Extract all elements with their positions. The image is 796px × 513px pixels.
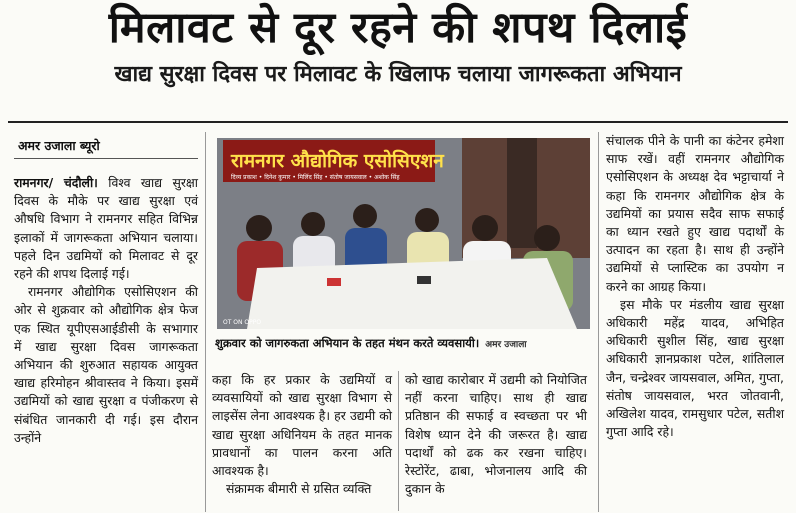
column-1 (14, 174, 198, 447)
banner-small-text: दिव्य प्रकाश • दिनेश कुमार • मिलिंद सिंह • संतोष जायसवाल • अशोक सिंह (231, 174, 400, 181)
column-4 (606, 132, 784, 441)
column-1-para-2: रामनगर औद्योगिक एसोसिएशन की ओर से शुक्रवार को औद्योगिक क्षेत्र फेज एक स्थित यूपीएसआईडीसी के सभागार में खाद्य सुरक्षा दिवस जागरूकता अभियान की शुरुआत सहायक आयुक्त खाद्य हरिमोहन श्रीवास्तव ने किया। इसमें उद्यमियों को खाद्य सुरक्षा व पंजीकरण से संबंधित जानकारी दी गई। इस दौरान उन्होंने (14, 284, 198, 445)
photo-credit: अमर उजाला (485, 340, 527, 350)
column-divider (205, 132, 206, 512)
caption-text: शुक्रवार को जागरुकता अभियान के तहत मंथन करते व्यवसायी। (215, 336, 480, 350)
photo-caption (215, 336, 593, 351)
column-divider (598, 132, 599, 512)
byline: अमर उजाला ब्यूरो (18, 138, 100, 153)
top-rule (8, 121, 788, 123)
banner-text: रामनगर औद्योगिक एसोसिएशन (231, 150, 444, 172)
byline-rule (14, 158, 198, 159)
news-photo (217, 138, 590, 329)
camera-watermark: OT ON OPPO (223, 319, 262, 326)
headline: मिलावट से दूर रहने की शपथ दिलाई (108, 3, 688, 53)
column-divider (398, 371, 399, 511)
subheadline: खाद्य सुरक्षा दिवस पर मिलावट के खिलाफ चलाया जागरूकता अभियान (114, 62, 682, 87)
column-3 (405, 371, 587, 498)
column-1-para-1: विश्व खाद्य सुरक्षा दिवस के मौके पर खाद्य सुरक्षा एवं औषधि विभाग ने रामनगर सहित विभिन्न इलाकों में जागरूकता अभियान चलाया। पहले दिन उद्यमियों को मिलावट से दूर रहने की शपथ दिलाई गई। (14, 175, 198, 282)
photo-illustration (217, 138, 590, 329)
column-2-para-1: कहा कि हर प्रकार के उद्यमियों व व्यवसायियों को खाद्य सुरक्षा विभाग से लाइसेंस लेना आवश्यक है। हर उद्यमी को खाद्य सुरक्षा अधिनियम के तहत मानक प्रावधानों का पालन करना अति आवश्यक है। (212, 372, 392, 479)
dateline: रामनगर/ चंदौली। (14, 175, 98, 190)
column-4-para-1: संचालक पीने के पानी का कंटेनर हमेशा साफ रखें। वहीं रामनगर औद्योगिक एसोसिएशन के अध्यक्ष देव भट्टाचार्या ने कहा कि रामनगर औद्योगिक क्षेत्र के उद्यमियों का प्रयास सदैव साफ सफाई का ध्यान रखते हुए खाद्य पदार्थों के उत्पादन का रहता है। साथ ही उन्होंने उद्यमियों से प्लास्टिक का उपयोग न करने का आग्रह किया। (606, 133, 784, 294)
column-3-para-1: को खाद्य कारोबार में उद्यमी को नियोजित नहीं करना चाहिए। साथ ही खाद्य प्रतिष्ठान की सफाई व स्वच्छता पर भी विशेष ध्यान देने की जरूरत है। खाद्य पदार्थों को ढक कर रखना चाहिए। रेस्टोरेंट, ढाबा, भोजनालय आदि की दुकान के (405, 372, 587, 497)
column-4-para-2: इस मौके पर मंडलीय खाद्य सुरक्षा अधिकारी महेंद्र यादव, अभिहित अधिकारी सुशील सिंह, खाद्य सुरक्षा अधिकारी ज्ञानप्रकाश पटेल, शांतिलाल जैन, चन्द्रेश्वर जायसवाल, अमित, गुप्ता, संतोष जायसवाल, भरत जोतवानी, अखिलेश यादव, रामसुधार पटेल, सतीश गुप्ता आदि रहे। (606, 296, 784, 440)
column-2 (212, 371, 392, 498)
column-2-para-2: संक्रामक बीमारी से ग्रसित व्यक्ति (226, 481, 372, 497)
